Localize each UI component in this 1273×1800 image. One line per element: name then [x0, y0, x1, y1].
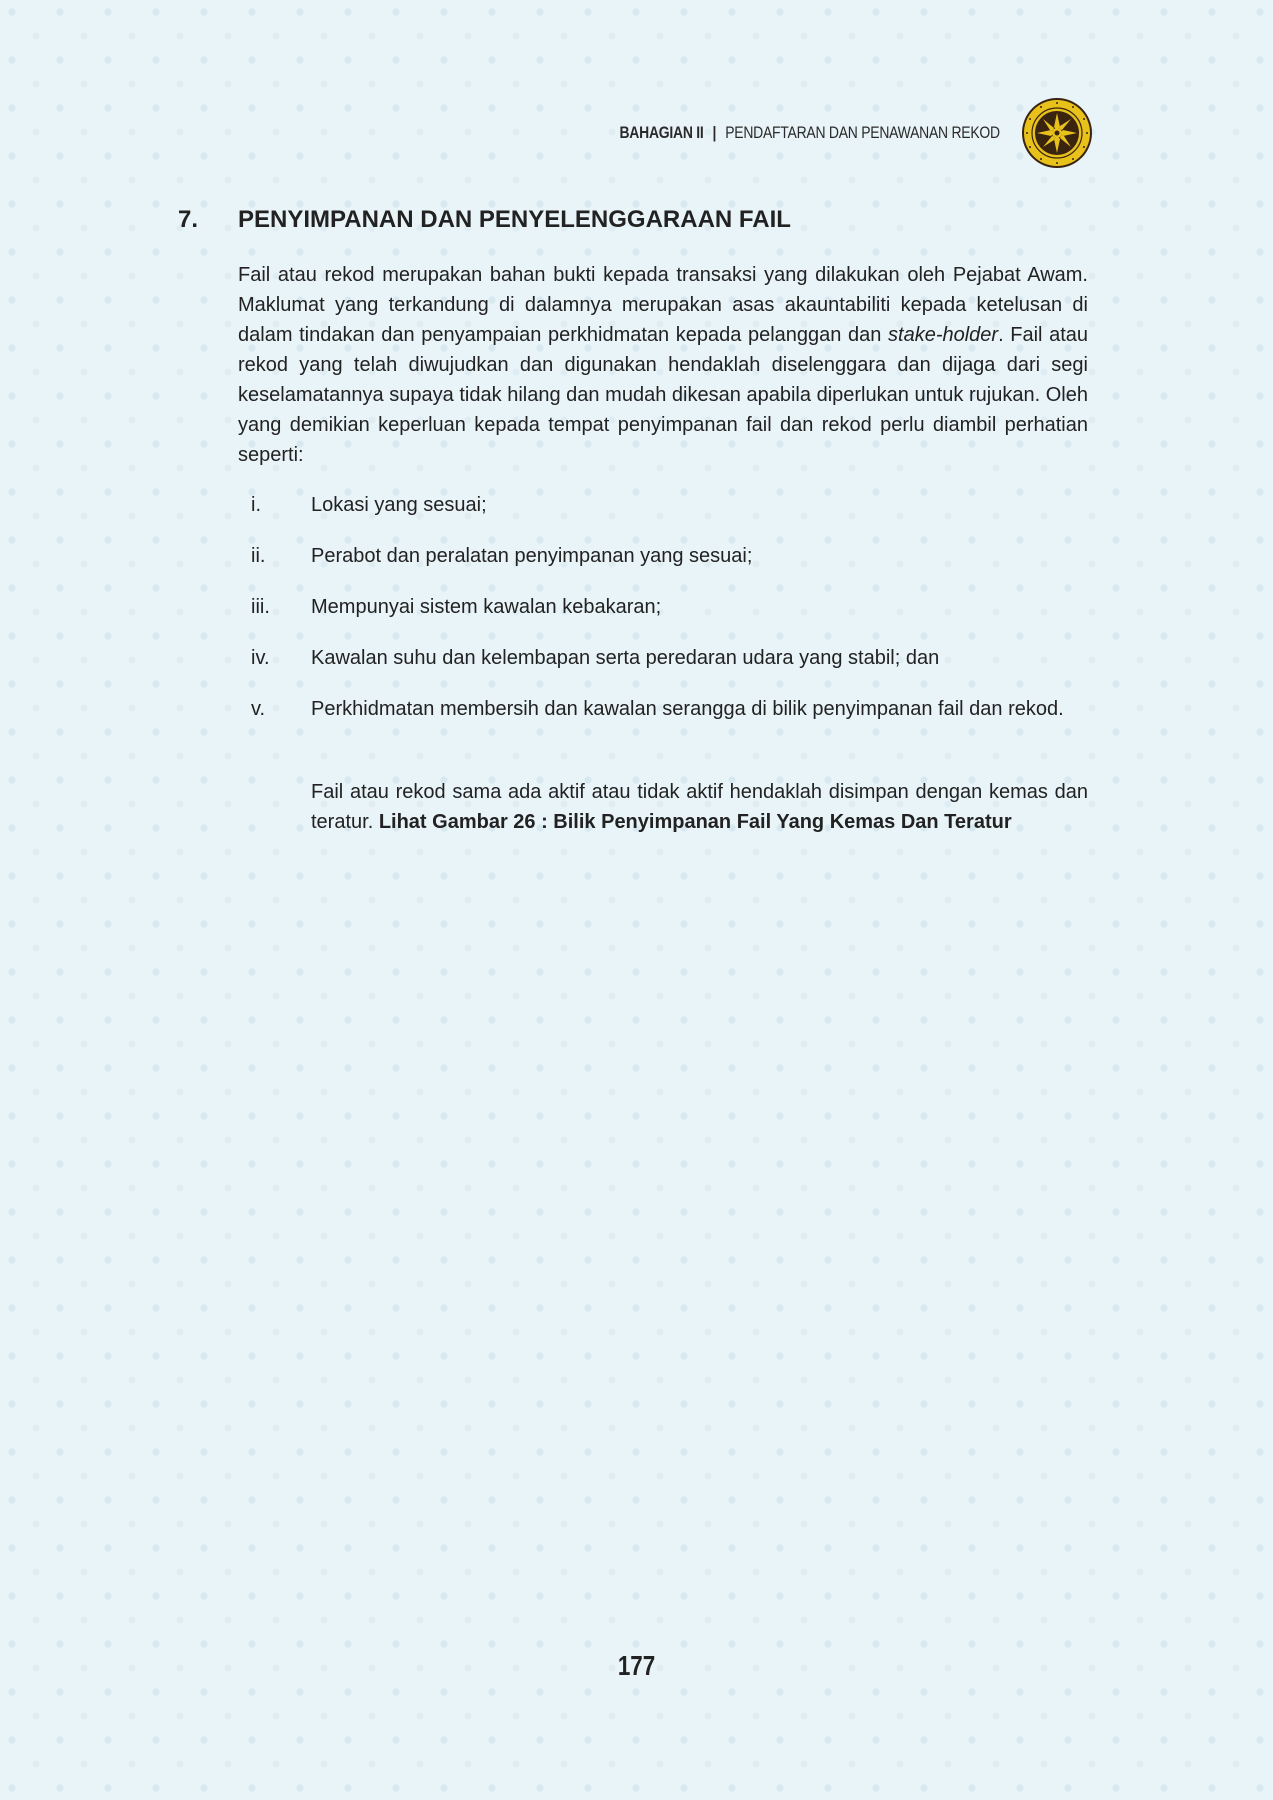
page-number: 177 [617, 1650, 656, 1681]
section-heading [178, 206, 791, 234]
intro-paragraph [238, 260, 1088, 470]
list-item-text: Perabot dan peralatan penyimpanan yang sesuai; [311, 545, 753, 567]
intro-italic-term: stake-holder [888, 324, 999, 346]
header-chapter-title: PENDAFTARAN DAN PENAWANAN REKOD [725, 123, 1000, 142]
list-item-text: Perkhidmatan membersih dan kawalan serangga di bilik penyimpanan fail dan rekod. [311, 698, 1064, 720]
list-item [238, 643, 1088, 673]
closing-text: Fail atau rekod sama ada aktif atau tidak aktif hendaklah disimpan dengan kemas dan teratur. [311, 781, 1088, 833]
list-item [238, 541, 1088, 571]
list-item-numeral: i. [251, 494, 261, 516]
list-item-numeral: iii. [251, 596, 270, 618]
header-separator: | [712, 123, 717, 142]
list-item-text: Lokasi yang sesuai; [311, 494, 487, 516]
requirements-list [238, 490, 1088, 745]
intro-text-part1: Fail atau rekod merupakan bahan bukti kepada transaksi yang dilakukan oleh Pejabat Awam. Maklumat yang terkandung di dalamnya merupakan asas akauntabiliti kepada ketelusan di dalam tindakan dan penyampaian perkhidmatan kepada pelanggan dan [238, 264, 1088, 346]
list-item-numeral: v. [251, 698, 266, 720]
list-item-numeral: iv. [251, 647, 270, 669]
list-item [238, 592, 1088, 622]
section-number: 7. [178, 206, 199, 233]
figure-reference: Lihat Gambar 26 : Bilik Penyimpanan Fail Yang Kemas Dan Teratur [378, 811, 1012, 833]
section-title: PENYIMPANAN DAN PENYELENGGARAAN FAIL [238, 206, 791, 233]
emblem-seal-icon [1021, 97, 1093, 169]
list-item-numeral: ii. [251, 545, 266, 567]
list-item [238, 490, 1088, 520]
intro-text-part2: . Fail atau rekod yang telah diwujudkan dan digunakan hendaklah diselenggara dan dijaga dari segi keselamatannya supaya tidak hilang dan mudah dikesan apabila diperlukan untuk rujukan. Oleh yang demikian keperluan kepada tempat penyimpanan fail dan rekod perlu diambil perhatian seperti: [238, 324, 1089, 466]
header-section-label: BAHAGIAN II [619, 123, 704, 142]
running-header [620, 123, 1000, 143]
list-item [238, 694, 1088, 724]
closing-paragraph [311, 777, 1088, 837]
list-item-text: Mempunyai sistem kawalan kebakaran; [311, 596, 662, 618]
list-item-text: Kawalan suhu dan kelembapan serta peredaran udara yang stabil; dan [311, 647, 940, 669]
